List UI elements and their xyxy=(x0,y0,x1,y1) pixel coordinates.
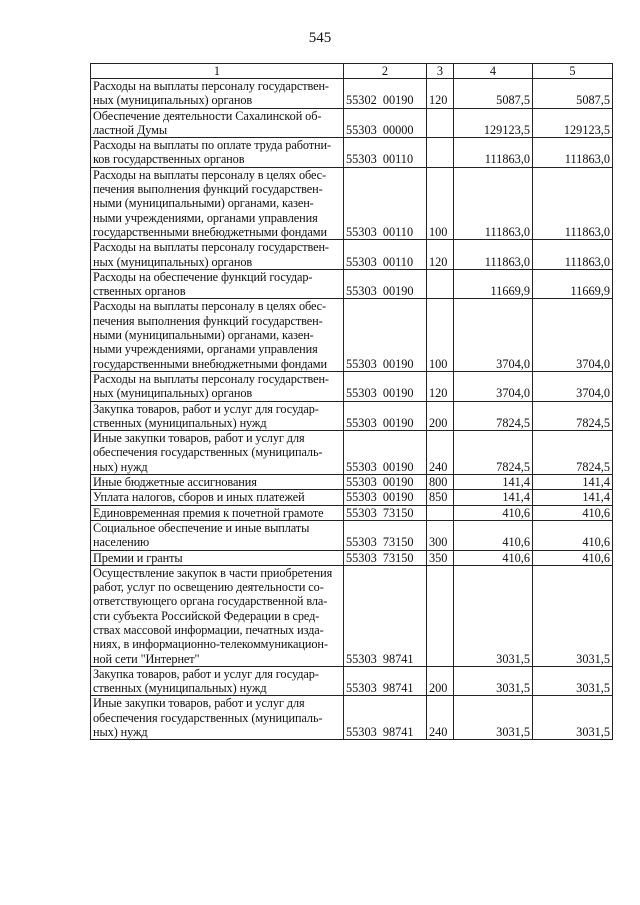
table-row xyxy=(91,696,613,740)
amount-column-5: 410,6 xyxy=(533,550,613,565)
column-header-5: 5 xyxy=(533,64,613,79)
expense-name: Иные закупки товаров, работ и услуг для обеспечения государственных (муниципаль-ных) нужд xyxy=(91,431,344,475)
column-header-2: 2 xyxy=(344,64,427,79)
amount-column-4: 410,6 xyxy=(454,550,533,565)
column-header-3: 3 xyxy=(427,64,454,79)
amount-column-4: 7824,5 xyxy=(454,401,533,431)
amount-column-4: 141,4 xyxy=(454,490,533,505)
amount-column-5: 3031,5 xyxy=(533,565,613,666)
table-row xyxy=(91,401,613,431)
expense-type-code: 120 xyxy=(427,240,454,270)
table-row xyxy=(91,505,613,520)
expense-name: Иные бюджетные ассигнования xyxy=(91,475,344,490)
amount-column-5: 11669,9 xyxy=(533,269,613,299)
amount-column-5: 141,4 xyxy=(533,475,613,490)
amount-column-5: 3031,5 xyxy=(533,696,613,740)
expense-type-code xyxy=(427,108,454,138)
expense-name: Расходы на обеспечение функций государ-ственных органов xyxy=(91,269,344,299)
amount-column-4: 5087,5 xyxy=(454,79,533,109)
table-row xyxy=(91,138,613,168)
amount-column-4: 111863,0 xyxy=(454,240,533,270)
target-article-code: 55303 00190 xyxy=(344,299,427,371)
amount-column-5: 141,4 xyxy=(533,490,613,505)
amount-column-5: 7824,5 xyxy=(533,401,613,431)
amount-column-4: 111863,0 xyxy=(454,138,533,168)
amount-column-4: 3704,0 xyxy=(454,299,533,371)
expense-type-code: 800 xyxy=(427,475,454,490)
amount-column-4: 3031,5 xyxy=(454,565,533,666)
table-row xyxy=(91,240,613,270)
amount-column-5: 3704,0 xyxy=(533,299,613,371)
expense-name: Расходы на выплаты по оплате труда работни-ков государственных органов xyxy=(91,138,344,168)
expense-type-code: 100 xyxy=(427,299,454,371)
table-row xyxy=(91,565,613,666)
expense-name: Премии и гранты xyxy=(91,550,344,565)
amount-column-5: 111863,0 xyxy=(533,138,613,168)
column-header-4: 4 xyxy=(454,64,533,79)
amount-column-5: 5087,5 xyxy=(533,79,613,109)
expense-name: Обеспечение деятельности Сахалинской об-ластной Думы xyxy=(91,108,344,138)
expense-type-code: 350 xyxy=(427,550,454,565)
amount-column-4: 410,6 xyxy=(454,520,533,550)
amount-column-4: 3031,5 xyxy=(454,666,533,696)
expense-type-code xyxy=(427,505,454,520)
table-row xyxy=(91,108,613,138)
expense-name: Расходы на выплаты персоналу в целях обес-печения выполнения функций государствен-ными (муниципальными) органами, казен-ными учреждениями, органами управления государственными внебюджетными фондами xyxy=(91,299,344,371)
amount-column-5: 7824,5 xyxy=(533,431,613,475)
expense-name: Единовременная премия к почетной грамоте xyxy=(91,505,344,520)
target-article-code: 55303 00190 xyxy=(344,401,427,431)
table-row xyxy=(91,371,613,401)
expense-name: Расходы на выплаты персоналу государствен-ных (муниципальных) органов xyxy=(91,240,344,270)
amount-column-4: 11669,9 xyxy=(454,269,533,299)
target-article-code: 55303 00110 xyxy=(344,240,427,270)
expense-type-code: 240 xyxy=(427,431,454,475)
amount-column-5: 410,6 xyxy=(533,505,613,520)
amount-column-4: 7824,5 xyxy=(454,431,533,475)
amount-column-5: 111863,0 xyxy=(533,167,613,239)
table-body xyxy=(91,79,613,740)
expense-name: Закупка товаров, работ и услуг для государ-ственных (муниципальных) нужд xyxy=(91,666,344,696)
amount-column-5: 111863,0 xyxy=(533,240,613,270)
page-number: 545 xyxy=(308,30,332,46)
expense-type-code xyxy=(427,269,454,299)
table-row xyxy=(91,520,613,550)
target-article-code: 55303 00190 xyxy=(344,431,427,475)
expense-name: Расходы на выплаты персоналу государствен-ных (муниципальных) органов xyxy=(91,371,344,401)
table-row xyxy=(91,550,613,565)
target-article-code: 55303 00190 xyxy=(344,371,427,401)
target-article-code: 55303 98741 xyxy=(344,565,427,666)
table-row xyxy=(91,167,613,239)
target-article-code: 55303 00000 xyxy=(344,108,427,138)
target-article-code: 55303 73150 xyxy=(344,520,427,550)
table-row xyxy=(91,79,613,109)
table-row xyxy=(91,431,613,475)
amount-column-4: 129123,5 xyxy=(454,108,533,138)
amount-column-5: 3031,5 xyxy=(533,666,613,696)
target-article-code: 55303 00190 xyxy=(344,490,427,505)
target-article-code: 55303 73150 xyxy=(344,550,427,565)
expense-name: Социальное обеспечение и иные выплаты населению xyxy=(91,520,344,550)
expense-type-code: 200 xyxy=(427,666,454,696)
expense-name: Уплата налогов, сборов и иных платежей xyxy=(91,490,344,505)
amount-column-4: 3704,0 xyxy=(454,371,533,401)
expense-type-code: 120 xyxy=(427,79,454,109)
expense-name: Закупка товаров, работ и услуг для государ-ственных (муниципальных) нужд xyxy=(91,401,344,431)
target-article-code: 55302 00190 xyxy=(344,79,427,109)
expense-name: Осуществление закупок в части приобретения работ, услуг по освещению деятельности со-ответствующего органа государственной вла-сти субъекта Российской Федерации в сред-ствах массовой информации, печатных изда-ниях, в информационно-телекоммуникацион-ной сети "Интернет" xyxy=(91,565,344,666)
amount-column-4: 410,6 xyxy=(454,505,533,520)
expense-type-code: 100 xyxy=(427,167,454,239)
expense-name: Расходы на выплаты персоналу в целях обес-печения выполнения функций государствен-ными (муниципальными) органами, казен-ными учреждениями, органами управления государственными внебюджетными фондами xyxy=(91,167,344,239)
expense-type-code xyxy=(427,138,454,168)
table-row xyxy=(91,490,613,505)
target-article-code: 55303 98741 xyxy=(344,666,427,696)
amount-column-5: 129123,5 xyxy=(533,108,613,138)
target-article-code: 55303 00190 xyxy=(344,269,427,299)
table-row xyxy=(91,269,613,299)
amount-column-4: 141,4 xyxy=(454,475,533,490)
amount-column-4: 3031,5 xyxy=(454,696,533,740)
expense-type-code: 850 xyxy=(427,490,454,505)
amount-column-5: 3704,0 xyxy=(533,371,613,401)
expense-type-code: 240 xyxy=(427,696,454,740)
expense-name: Расходы на выплаты персоналу государствен-ных (муниципальных) органов xyxy=(91,79,344,109)
table-row xyxy=(91,475,613,490)
budget-table xyxy=(90,63,613,740)
expense-type-code xyxy=(427,565,454,666)
target-article-code: 55303 00110 xyxy=(344,167,427,239)
amount-column-4: 111863,0 xyxy=(454,167,533,239)
table-row xyxy=(91,299,613,371)
target-article-code: 55303 00110 xyxy=(344,138,427,168)
expense-type-code: 200 xyxy=(427,401,454,431)
table-row xyxy=(91,666,613,696)
target-article-code: 55303 00190 xyxy=(344,475,427,490)
expense-type-code: 120 xyxy=(427,371,454,401)
expense-type-code: 300 xyxy=(427,520,454,550)
expense-name: Иные закупки товаров, работ и услуг для обеспечения государственных (муниципаль-ных) нужд xyxy=(91,696,344,740)
table-header-row xyxy=(91,64,613,79)
target-article-code: 55303 98741 xyxy=(344,696,427,740)
column-header-1: 1 xyxy=(91,64,344,79)
target-article-code: 55303 73150 xyxy=(344,505,427,520)
amount-column-5: 410,6 xyxy=(533,520,613,550)
